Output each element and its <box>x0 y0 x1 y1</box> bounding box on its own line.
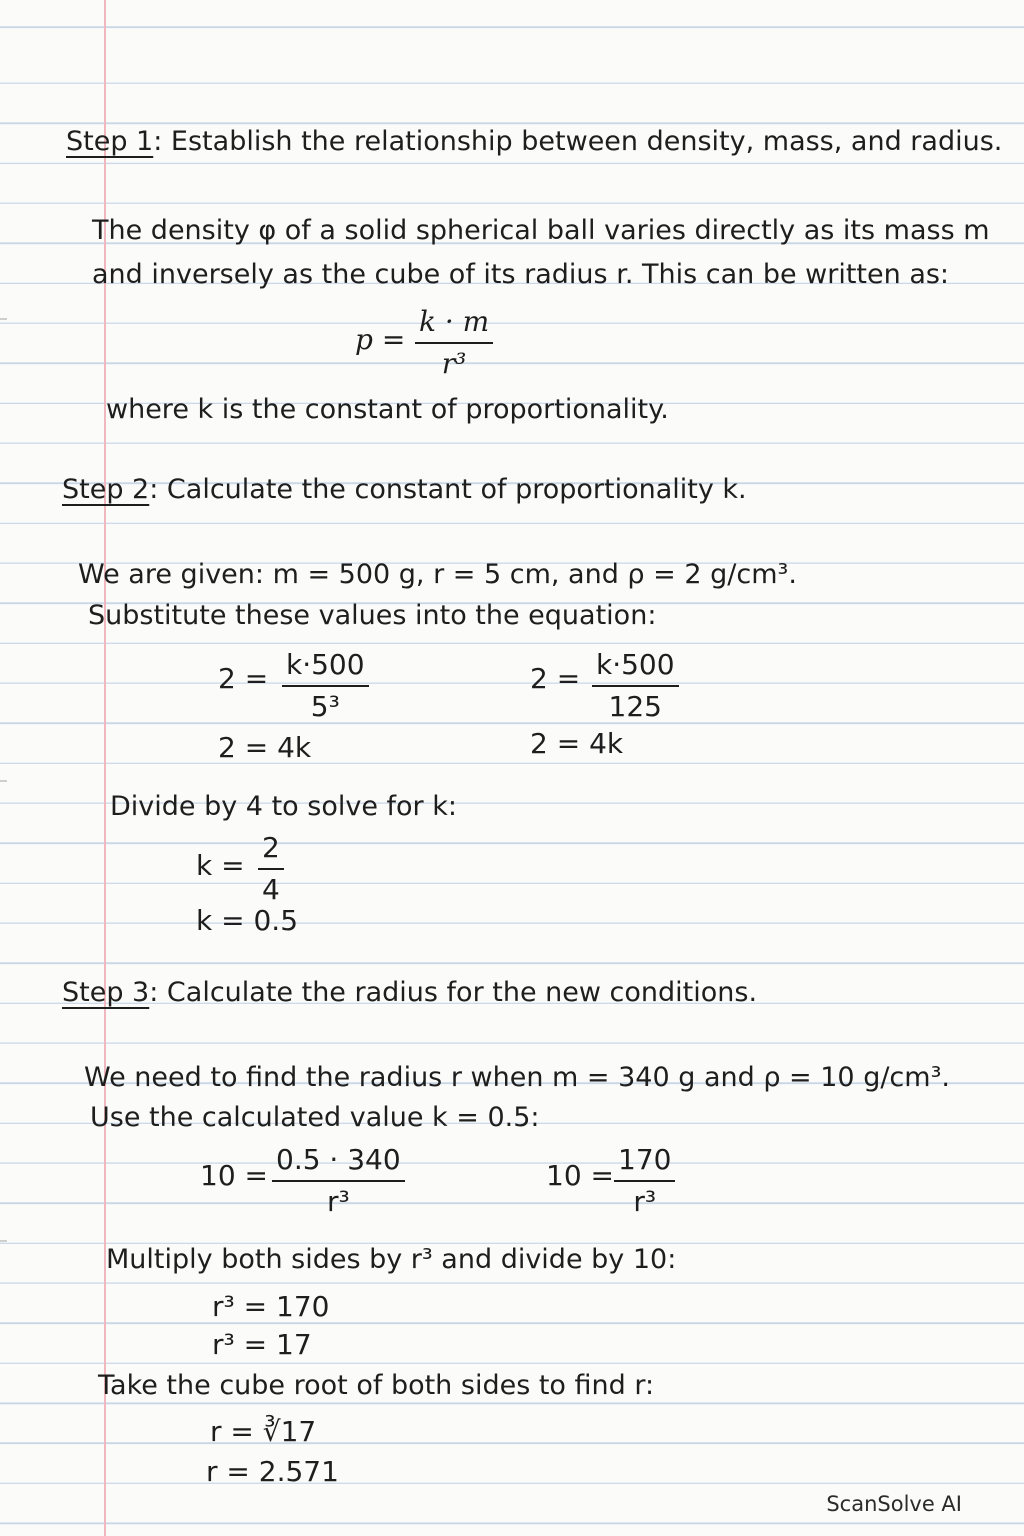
step1-label: Step 1 <box>66 126 154 157</box>
formula-lhs: p = <box>355 323 406 356</box>
formula-numerator: k · m <box>415 308 493 344</box>
step3-eq-a-fraction <box>272 1143 405 1218</box>
step1-title: : Establish the relationship between density, mass, and radius. <box>153 126 1003 157</box>
step3-title: : Calculate the radius for the new conditions. <box>149 977 758 1008</box>
step3-eq-a-numerator: 0.5 · 340 <box>272 1146 405 1182</box>
step3-need: We need to find the radius r when m = 340 g and ρ = 10 g/cm³. <box>84 1062 950 1093</box>
step2-eq-a-numerator: k·500 <box>282 651 369 687</box>
k-fraction <box>258 831 284 906</box>
step2-substitute: Substitute these values into the equation: <box>88 600 657 631</box>
step1-heading <box>66 128 1002 155</box>
page-edge-mark <box>0 780 7 782</box>
step2-eq-a-lhs: 2 = <box>218 662 269 695</box>
step3-eq-b-fraction <box>614 1143 675 1218</box>
step3-multiply: Multiply both sides by r³ and divide by 10: <box>106 1244 677 1275</box>
step2-given: We are given: m = 500 g, r = 5 cm, and ρ = 2 g/cm³. <box>78 559 797 590</box>
step3-cube-root: Take the cube root of both sides to find r: <box>98 1370 655 1401</box>
step1-note: where k is the constant of proportionality. <box>106 394 669 425</box>
step1-line1: The density φ of a solid spherical ball varies directly as its mass m <box>92 215 990 246</box>
r-value: r = 2.571 <box>206 1455 339 1488</box>
k-fraction-numerator: 2 <box>258 834 284 870</box>
formula-fraction <box>415 305 493 380</box>
step3-heading <box>62 979 757 1006</box>
r-cubed-eq-a: r³ = 170 <box>212 1290 330 1323</box>
r-cubed-eq-b: r³ = 17 <box>212 1328 312 1361</box>
step2-eq-b-denominator: 125 <box>608 690 662 723</box>
step2-eq-a-denominator: 5³ <box>310 690 340 723</box>
formula-denominator: r³ <box>441 347 467 380</box>
step3-use: Use the calculated value k = 0.5: <box>90 1102 540 1133</box>
step3-eq-a-lhs: 10 = <box>200 1159 268 1192</box>
r-root-eq: r = ∛17 <box>210 1415 317 1448</box>
step3-eq-b-lhs: 10 = <box>546 1159 614 1192</box>
watermark: ScanSolve AI <box>826 1492 962 1516</box>
step1-line2: and inversely as the cube of its radius r. This can be written as: <box>92 259 950 290</box>
k-fraction-denominator: 4 <box>262 873 280 906</box>
step2-title: : Calculate the constant of proportionality k. <box>149 474 747 505</box>
step3-eq-b-denominator: r³ <box>633 1185 657 1218</box>
step2-eq-a-fraction <box>282 648 369 723</box>
step2-eq-d: 2 = 4k <box>530 727 624 760</box>
step2-eq-b-numerator: k·500 <box>592 651 679 687</box>
step3-eq-a-denominator: r³ <box>326 1185 350 1218</box>
step2-divide: Divide by 4 to solve for k: <box>110 791 457 822</box>
step2-eq-b-fraction <box>592 648 679 723</box>
page-edge-mark <box>0 318 7 320</box>
step2-eq-c: 2 = 4k <box>218 731 312 764</box>
step2-heading <box>62 476 747 503</box>
step3-eq-b-numerator: 170 <box>614 1146 675 1182</box>
k-value: k = 0.5 <box>196 904 299 937</box>
k-fraction-lhs: k = <box>196 849 245 882</box>
step2-eq-b-lhs: 2 = <box>530 662 581 695</box>
step2-label: Step 2 <box>62 474 150 505</box>
page-edge-mark <box>0 1240 7 1242</box>
step3-label: Step 3 <box>62 977 150 1008</box>
